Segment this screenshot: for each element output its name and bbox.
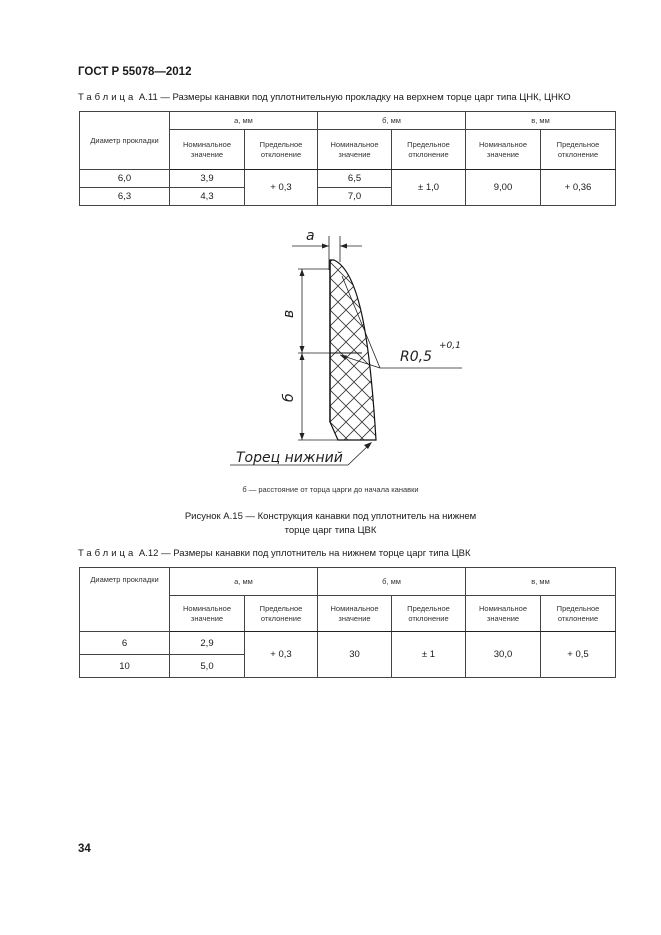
col-diameter-header: Диаметр прокладки <box>80 112 170 170</box>
table-a12-caption-text: А.12 — Размеры канавки под уплотнитель на нижнем торце царг типа ЦВК <box>136 548 471 559</box>
document-header: ГОСТ Р 55078—2012 <box>78 66 192 78</box>
a-nominal-cell: 5,0 <box>170 655 245 678</box>
sub-nominal-header: Номинальное значение <box>170 596 245 632</box>
radius-label: R0,5 <box>400 349 432 365</box>
v-tolerance-cell: + 0,36 <box>541 170 616 206</box>
sub-limit-header: Предельное отклонение <box>392 596 466 632</box>
table-a12-caption <box>78 548 471 559</box>
table-a12 <box>79 567 616 678</box>
sub-nominal-header: Номинальное значение <box>318 130 392 170</box>
v-nominal-cell: 30,0 <box>466 632 541 678</box>
col-a-header: а, мм <box>170 568 318 596</box>
col-v-header: в, мм <box>466 112 616 130</box>
b-nominal-cell: 6,5 <box>318 170 392 188</box>
diameter-cell: 10 <box>80 655 170 678</box>
col-b-header: б, мм <box>318 112 466 130</box>
dimension-v-label: в <box>281 309 297 318</box>
a-tolerance-cell: + 0,3 <box>245 170 318 206</box>
v-tolerance-cell: + 0,5 <box>541 632 616 678</box>
col-a-header: а, мм <box>170 112 318 130</box>
table-word: Таблица <box>78 548 137 559</box>
v-nominal-cell: 9,00 <box>466 170 541 206</box>
diameter-cell: 6,3 <box>80 188 170 206</box>
sub-limit-header: Предельное отклонение <box>392 130 466 170</box>
table-a11-caption-text: А.11 — Размеры канавки под уплотнительную прокладку на верхнем торце царг типа ЦНК, ЦНКО <box>136 92 571 103</box>
table-word: Таблица <box>78 92 137 103</box>
sub-nominal-header: Номинальное значение <box>466 130 541 170</box>
table-row <box>80 632 616 655</box>
sub-limit-header: Предельное отклонение <box>541 130 616 170</box>
sub-limit-header: Предельное отклонение <box>541 596 616 632</box>
a-nominal-cell: 2,9 <box>170 632 245 655</box>
a-tolerance-cell: + 0,3 <box>245 632 318 678</box>
dimension-a-label: а <box>306 228 315 244</box>
figure-caption <box>0 510 661 538</box>
bottom-end-label: Торец нижний <box>236 450 343 466</box>
sub-nominal-header: Номинальное значение <box>170 130 245 170</box>
table-a11 <box>79 111 616 206</box>
b-nominal-cell: 30 <box>318 632 392 678</box>
col-diameter-header: Диаметр прокладки <box>80 568 170 632</box>
col-b-header: б, мм <box>318 568 466 596</box>
sub-nominal-header: Номинальное значение <box>318 596 392 632</box>
radius-tolerance-label: +0,1 <box>439 341 461 351</box>
a-nominal-cell: 4,3 <box>170 188 245 206</box>
b-tolerance-cell: ± 1 <box>392 632 466 678</box>
figure-note: б — расстояние от торца царги до начала канавки <box>242 485 419 494</box>
diameter-cell: 6,0 <box>80 170 170 188</box>
figure-caption-line: торце царг типа ЦВК <box>284 525 377 536</box>
sub-nominal-header: Номинальное значение <box>466 596 541 632</box>
table-row <box>80 170 616 188</box>
col-v-header: в, мм <box>466 568 616 596</box>
b-tolerance-cell: ± 1,0 <box>392 170 466 206</box>
sub-limit-header: Предельное отклонение <box>245 596 318 632</box>
figure-caption-line: Рисунок А.15 — Конструкция канавки под уплотнитель на нижнем <box>184 511 477 522</box>
dimension-b-label: б <box>281 393 297 402</box>
b-nominal-cell: 7,0 <box>318 188 392 206</box>
page-number: 34 <box>78 843 91 855</box>
groove-drawing <box>210 222 500 477</box>
a-nominal-cell: 3,9 <box>170 170 245 188</box>
table-a11-caption <box>78 92 571 103</box>
diameter-cell: 6 <box>80 632 170 655</box>
sub-limit-header: Предельное отклонение <box>245 130 318 170</box>
